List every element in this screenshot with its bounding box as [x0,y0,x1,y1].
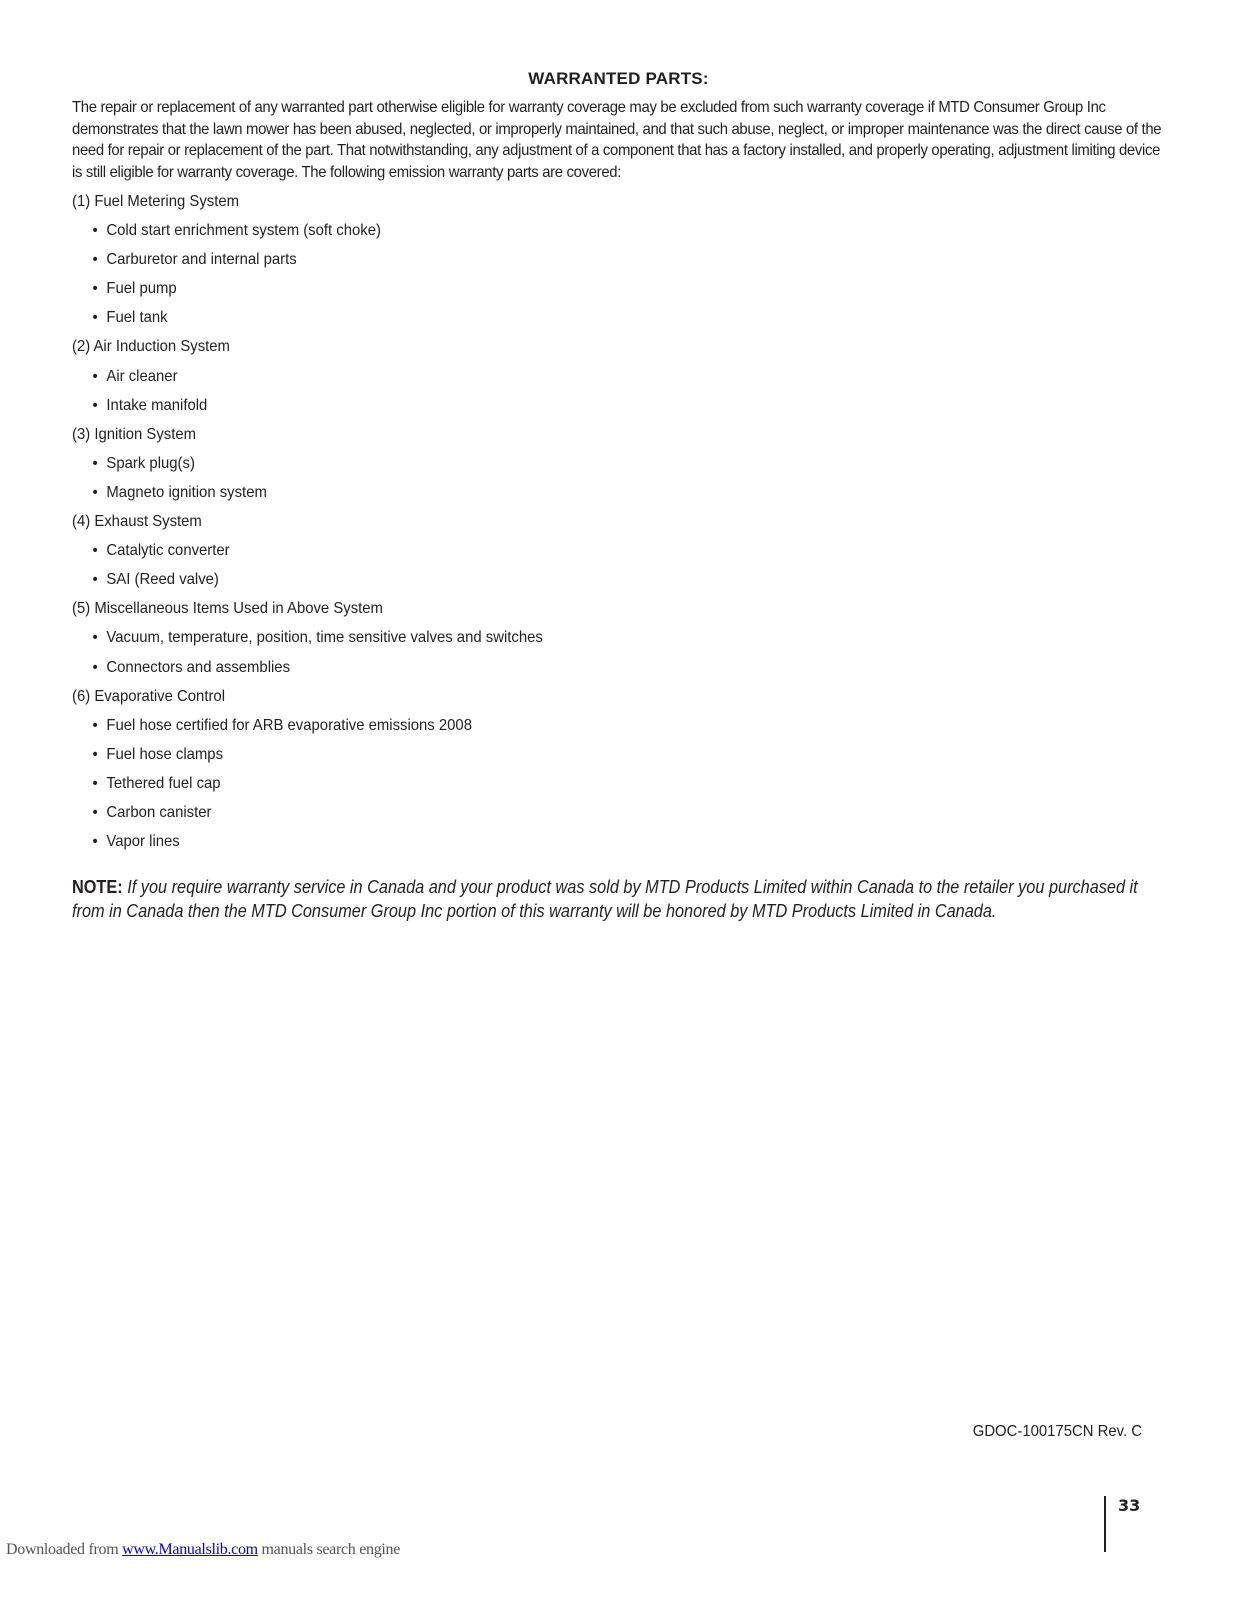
bullet-icon: • [92,571,98,589]
bullet-icon: • [92,542,98,560]
group-title: (4) Exhaust System [72,513,202,531]
download-footer [6,1541,400,1559]
list-item [72,625,1095,654]
list-item-text: Connectors and assemblies [106,658,291,676]
list-item [72,305,1095,334]
group-title: (5) Miscellaneous Items Used in Above System [72,600,383,618]
bullet-icon: • [92,280,98,298]
list-item-text: Intake manifold [106,396,208,414]
note-label: NOTE: [72,877,123,897]
list-item-text: Air cleaner [106,367,178,385]
bullet-icon: • [92,745,98,763]
list-item [72,713,1095,742]
list-item [72,655,1095,684]
note-paragraph [72,876,1143,923]
page-heading: WARRANTED PARTS: [528,69,709,88]
list-item-text: Tethered fuel cap [106,774,221,792]
list-item-text: Spark plug(s) [106,454,195,472]
bullet-icon: • [92,483,98,501]
bullet-icon: • [92,803,98,821]
list-item-text: Fuel tank [106,309,168,327]
list-item-text: Catalytic converter [106,542,230,560]
bullet-icon: • [92,396,98,414]
bullet-icon: • [92,716,98,734]
list-item-text: Carbon canister [106,803,212,821]
footer-prefix: Downloaded from [6,1541,123,1558]
intro-paragraph: The repair or replacement of any warranted part otherwise eligible for warranty coverage may be excluded from such warranty coverage if MTD Consumer Group Inc demonstrates that the lawn mower has been abused, neglected, or improperly maintained, and that such abuse, neglect, or improper maintenance was the direct cause of the need for repair or replacement of the part. That notwithstanding, any adjustment of a component that has a factory installed, and properly operating, adjustment limiting device is still eligible for warranty coverage. The following emission warranty parts are covered: [72,99,1162,181]
page-number-rule [1104,1496,1106,1552]
document-id: GDOC-100175CN Rev. C [972,1423,1142,1440]
bullet-icon: • [92,251,98,269]
bullet-icon: • [92,658,98,676]
group-title: (1) Fuel Metering System [72,193,240,210]
list-item [72,567,1095,596]
page-number: 33 [1118,1496,1141,1515]
list-item [72,218,1095,247]
list-item [72,247,1095,276]
bullet-icon: • [92,833,98,851]
warranted-parts-list [72,189,1172,858]
list-item [72,364,1095,393]
list-item [72,742,1095,771]
footer-suffix: manuals search engine [257,1541,401,1558]
group-title: (3) Ignition System [72,425,197,443]
manualslib-link[interactable]: www.Manualslib.com [122,1541,258,1558]
list-item-text: Carburetor and internal parts [106,251,297,269]
list-item-text: SAI (Reed valve) [106,571,219,589]
list-item [72,771,1095,800]
group-title: (2) Air Induction System [72,338,230,356]
list-item-text: Fuel pump [106,280,177,298]
list-item [72,393,1095,422]
list-item [72,451,1095,480]
note-text: If you require warranty service in Canada and your product was sold by MTD Products Limited within Canada to the retailer you purchased it from in Canada then the MTD Consumer Group Inc portion of this warranty will be honored by MTD Products Limited in Canada. [72,877,1138,921]
bullet-icon: • [92,309,98,327]
list-item-text: Magneto ignition system [106,483,267,501]
list-item-text: Fuel hose certified for ARB evaporative emissions 2008 [106,716,472,734]
list-item-text: Vacuum, temperature, position, time sensitive valves and switches [106,629,543,647]
bullet-icon: • [92,454,98,472]
list-item [72,538,1095,567]
bullet-icon: • [92,222,98,240]
bullet-icon: • [92,774,98,792]
group-title: (6) Evaporative Control [72,687,225,705]
list-item-text: Fuel hose clamps [106,745,224,763]
list-item [72,480,1095,509]
bullet-icon: • [92,629,98,647]
list-item [72,800,1095,829]
list-item [72,276,1095,305]
list-item-text: Cold start enrichment system (soft choke) [106,222,381,240]
list-item-text: Vapor lines [106,833,180,851]
bullet-icon: • [92,367,98,385]
list-item [72,829,1095,858]
